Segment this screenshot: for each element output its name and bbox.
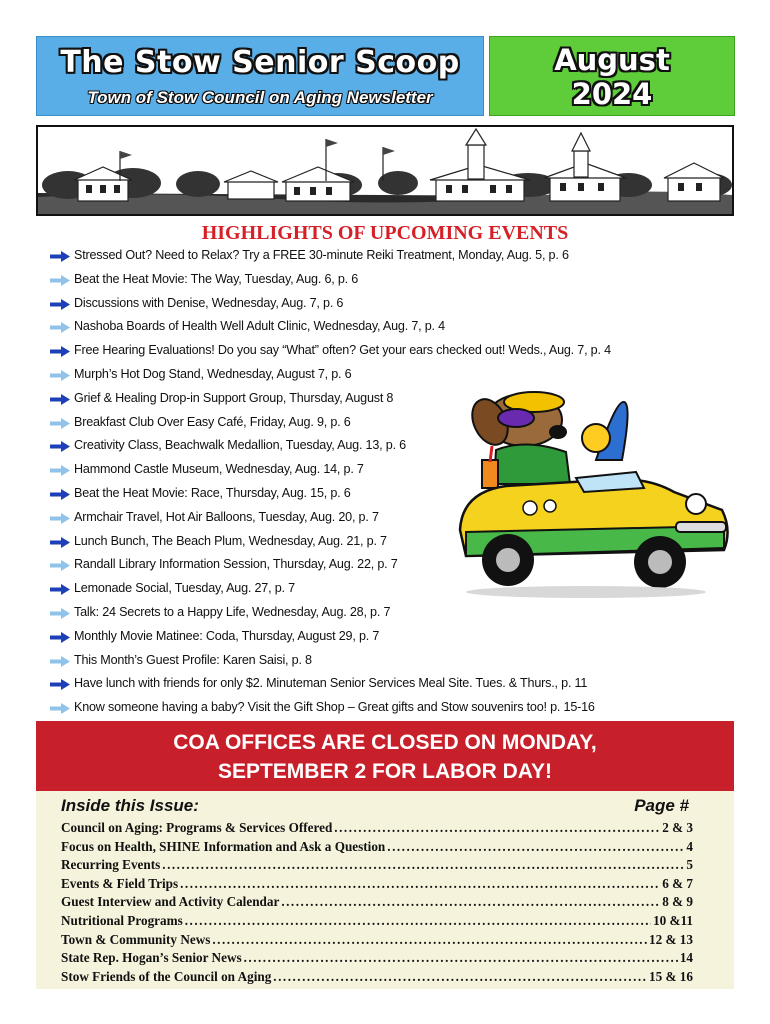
toc-item: [61, 949, 693, 968]
event-text: Beat the Heat Movie: Race, Thursday, Aug. 15, p. 6: [74, 485, 351, 500]
newsletter-title: The Stow Senior Scoop: [60, 45, 460, 80]
event-text: Randall Library Information Session, Thursday, Aug. 22, p. 7: [74, 557, 398, 572]
dog-driving-convertible-illustration: [446, 380, 734, 615]
event-text: Beat the Heat Movie: The Way, Tuesday, Aug. 6, p. 6: [74, 271, 359, 286]
event-item: [48, 268, 728, 292]
toc-item: [61, 875, 693, 894]
event-text: Hammond Castle Museum, Wednesday, Aug. 14, p. 7: [74, 462, 364, 477]
town-skyline-illustration: [38, 127, 732, 214]
arrow-right-icon: [50, 394, 70, 405]
toc-item-page: 8 & 9: [662, 894, 693, 910]
toc-item-page: 5: [686, 857, 693, 873]
toc-item-page: 2 & 3: [662, 820, 693, 835]
arrow-right-icon: [50, 560, 70, 571]
toc-item-title: State Rep. Hogan’s Senior News: [61, 950, 242, 966]
toc-item: [61, 838, 693, 857]
arrow-right-icon: [50, 346, 70, 357]
event-item: [48, 315, 728, 339]
office-closure-banner: [36, 721, 734, 791]
toc-item-page: 14: [679, 950, 693, 966]
toc-item-page: 15 & 16: [649, 968, 693, 984]
event-item: [48, 696, 728, 720]
event-text: Stressed Out? Need to Relax? Try a FREE 30-minute Reiki Treatment, Monday, Aug. 5, p. 6: [74, 248, 569, 262]
event-text: Murph’s Hot Dog Stand, Wednesday, August 7, p. 6: [74, 366, 352, 381]
toc-item-page: 4: [686, 838, 693, 854]
masthead-date-panel: [489, 36, 735, 116]
inside-this-issue-box: [36, 791, 734, 989]
arrow-right-icon: [50, 322, 70, 333]
highlights-heading: HIGHLIGHTS OF UPCOMING EVENTS: [201, 222, 569, 244]
event-item: [48, 649, 728, 673]
toc-item-page: 10 &11: [653, 912, 693, 928]
toc-item: [61, 931, 693, 950]
arrow-right-icon: [50, 489, 70, 500]
toc-item-title: Guest Interview and Activity Calendar: [61, 894, 280, 910]
event-text: Creativity Class, Beachwalk Medallion, Tuesday, Aug. 13, p. 6: [74, 438, 406, 453]
event-text: Nashoba Boards of Health Well Adult Clinic, Wednesday, Aug. 7, p. 4: [74, 319, 445, 334]
arrow-right-icon: [50, 299, 70, 310]
page-number-heading: Page #: [634, 796, 689, 815]
toc-leader-dots: [281, 893, 660, 912]
toc-item-title: Council on Aging: Programs & Services Offered: [61, 820, 333, 835]
event-text: Monthly Movie Matinee: Coda, Thursday, August 29, p. 7: [74, 628, 380, 643]
toc-leader-dots: [162, 856, 684, 875]
arrow-right-icon: [50, 632, 70, 643]
toc-leader-dots: [244, 949, 678, 968]
event-item: [48, 672, 728, 696]
arrow-right-icon: [50, 441, 70, 452]
toc-item: [61, 893, 693, 912]
toc-item-title: Nutritional Programs: [61, 912, 183, 928]
town-skyline-banner: [36, 125, 734, 216]
toc-leader-dots: [180, 875, 660, 894]
toc-item: [61, 912, 693, 931]
arrow-right-icon: [50, 370, 70, 381]
toc-leader-dots: [273, 968, 647, 987]
masthead-title-panel: [36, 36, 484, 116]
issue-year: 2024: [571, 77, 653, 111]
toc-leader-dots: [212, 931, 647, 950]
toc-item-title: Town & Community News: [61, 931, 211, 947]
event-text: Lunch Bunch, The Beach Plum, Wednesday, Aug. 21, p. 7: [74, 533, 387, 548]
inside-issue-heading: Inside this Issue:: [61, 796, 199, 815]
event-item: [48, 292, 728, 316]
arrow-right-icon: [50, 537, 70, 548]
event-item: [48, 625, 728, 649]
arrow-right-icon: [50, 465, 70, 476]
event-item: [48, 244, 728, 268]
toc-item: [61, 856, 693, 875]
arrow-right-icon: [50, 679, 70, 690]
closure-notice-line-1: COA OFFICES ARE CLOSED ON MONDAY,: [173, 731, 597, 754]
event-text: Talk: 24 Secrets to a Happy Life, Wednesday, Aug. 28, p. 7: [74, 604, 391, 619]
toc-item: [61, 819, 693, 838]
closure-notice-line-2: SEPTEMBER 2 FOR LABOR DAY!: [217, 760, 553, 783]
toc-item-title: Stow Friends of the Council on Aging: [61, 968, 272, 984]
toc-leader-dots: [185, 912, 651, 931]
event-item: [48, 339, 728, 363]
event-text: Know someone having a baby? Visit the Gift Shop – Great gifts and Stow souvenirs too! p. 15-16: [74, 700, 595, 715]
toc-item-title: Focus on Health, SHINE Information and Ask a Question: [61, 838, 386, 854]
arrow-right-icon: [50, 608, 70, 619]
event-text: Lemonade Social, Tuesday, Aug. 27, p. 7: [74, 581, 295, 596]
arrow-right-icon: [50, 656, 70, 667]
arrow-right-icon: [50, 513, 70, 524]
event-text: Discussions with Denise, Wednesday, Aug. 7, p. 6: [74, 295, 344, 310]
table-of-contents: [61, 819, 693, 986]
newsletter-subtitle: Town of Stow Council on Aging Newsletter: [87, 88, 433, 107]
issue-month: August: [554, 43, 670, 77]
arrow-right-icon: [50, 418, 70, 429]
event-text: Armchair Travel, Hot Air Balloons, Tuesday, Aug. 20, p. 7: [74, 509, 379, 524]
toc-item-page: 6 & 7: [662, 875, 693, 891]
event-text: Grief & Healing Drop-in Support Group, Thursday, August 8: [74, 390, 394, 405]
arrow-right-icon: [50, 251, 70, 262]
arrow-right-icon: [50, 275, 70, 286]
toc-item: [61, 968, 693, 987]
toc-leader-dots: [334, 819, 660, 838]
toc-item-title: Events & Field Trips: [61, 875, 179, 891]
toc-item-title: Recurring Events: [61, 857, 161, 873]
toc-item-page: 12 & 13: [649, 931, 693, 947]
arrow-right-icon: [50, 584, 70, 595]
event-text: This Month’s Guest Profile: Karen Saisi, p. 8: [74, 652, 312, 667]
event-text: Have lunch with friends for only $2. Minuteman Senior Services Meal Site. Tues. & Thurs., p. 11: [74, 676, 588, 691]
toc-leader-dots: [387, 838, 684, 857]
event-text: Free Hearing Evaluations! Do you say “What” often? Get your ears checked out! Weds., Aug. 7, p. 4: [74, 343, 611, 358]
arrow-right-icon: [50, 703, 70, 714]
event-text: Breakfast Club Over Easy Café, Friday, Aug. 9, p. 6: [74, 414, 351, 429]
